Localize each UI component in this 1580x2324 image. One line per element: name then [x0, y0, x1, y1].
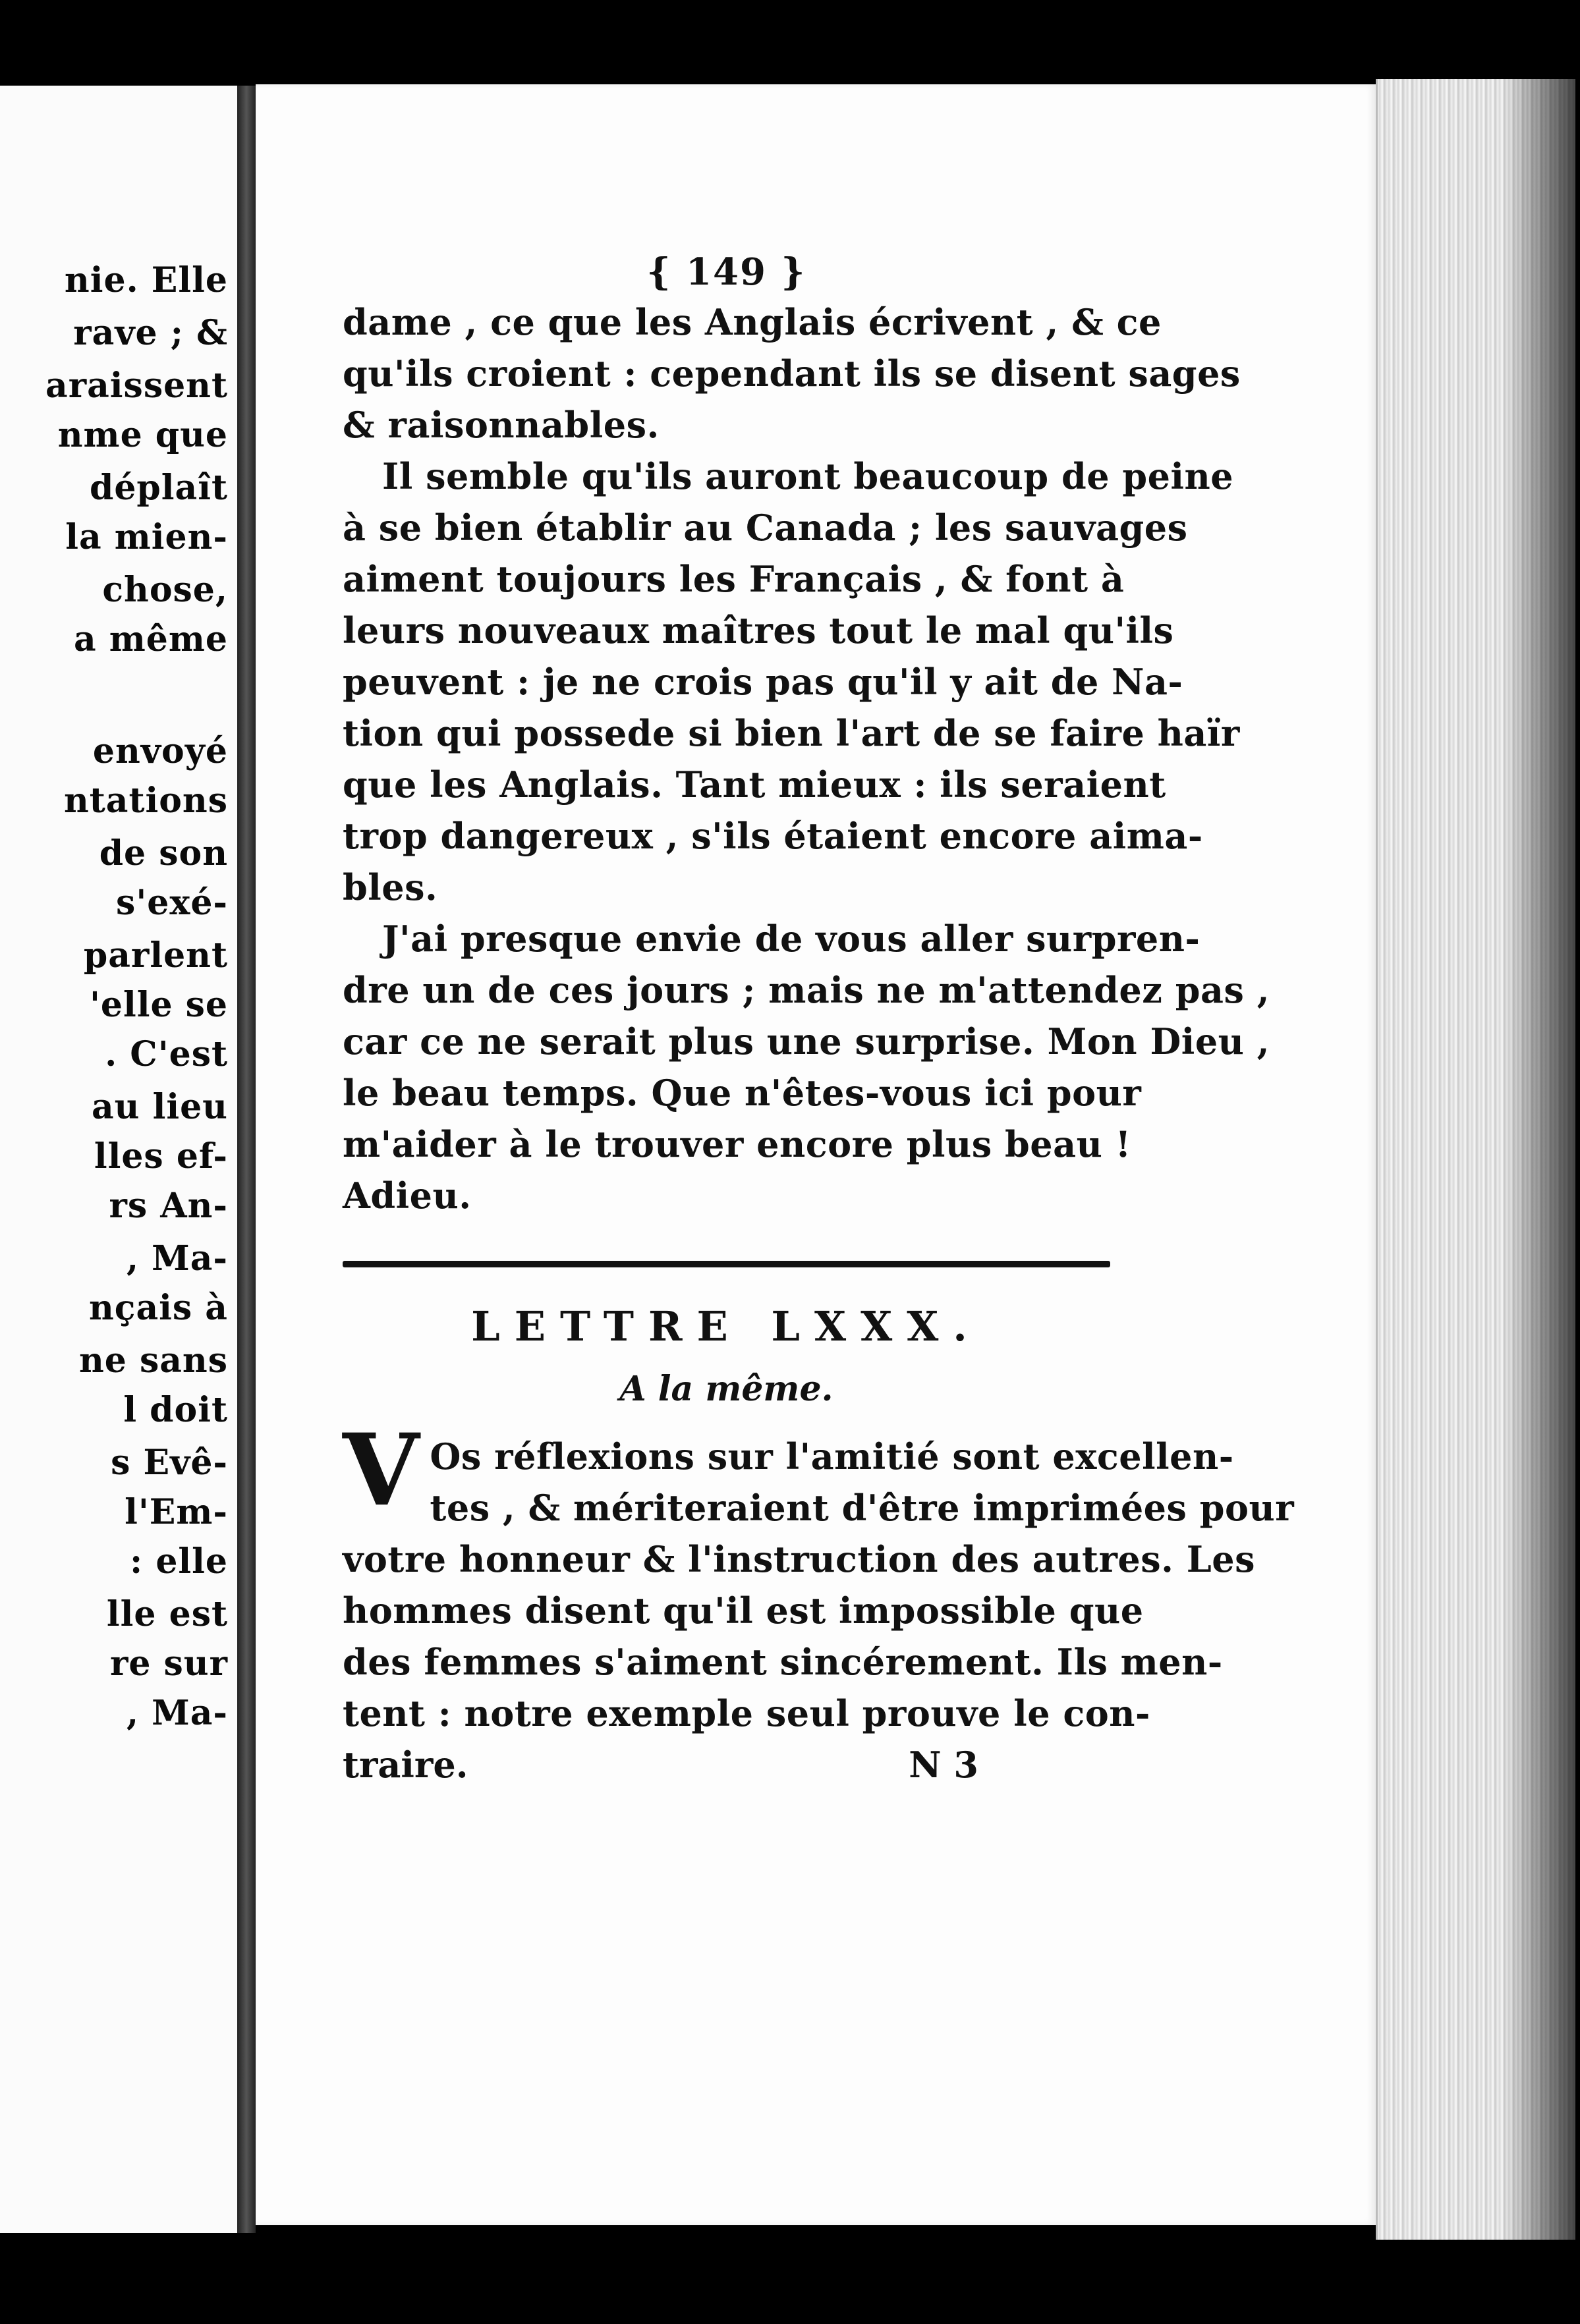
- text-line: Il semble qu'ils auront beaucoup de peine: [382, 455, 1234, 497]
- page-text: [343, 250, 1295, 1790]
- letter-body: [343, 1412, 1295, 1790]
- text-line: tent : notre exemple seul prouve le con-: [343, 1692, 1150, 1734]
- text-line: le beau temps. Que n'êtes-vous ici pour: [343, 1072, 1142, 1114]
- text-line: Os réflexions sur l'amitié sont excellen-: [430, 1435, 1234, 1478]
- left-page-line: parlent: [83, 935, 228, 976]
- left-page-line: nie. Elle: [64, 260, 228, 300]
- left-page-line: , Ma-: [126, 1238, 228, 1279]
- text-line: qu'ils croient : cependant ils se disent sages: [343, 352, 1241, 395]
- left-page-line: rave ; &: [73, 313, 228, 353]
- left-page-line: s Evê-: [111, 1443, 228, 1483]
- left-page-line: . C'est: [105, 1034, 228, 1074]
- page-edges-shadow: [1502, 79, 1580, 2240]
- text-line: que les Anglais. Tant mieux : ils seraient: [343, 763, 1166, 806]
- drop-cap: V: [343, 1412, 420, 1528]
- left-page-line: la mien-: [65, 517, 228, 557]
- text-line: J'ai presque envie de vous aller surpren-: [382, 918, 1200, 960]
- paragraph-1: [343, 296, 1241, 451]
- page-number-header: { 149 }: [646, 250, 806, 294]
- text-line: hommes disent qu'il est impossible que: [343, 1590, 1144, 1632]
- left-page-line: l'Em-: [125, 1492, 228, 1532]
- book-gutter: [237, 86, 256, 2233]
- paragraph-3: [343, 913, 1270, 1221]
- left-page-line: déplaît: [89, 468, 228, 508]
- left-page-line: au lieu: [91, 1087, 228, 1127]
- text-line: Adieu.: [343, 1175, 472, 1217]
- left-page-line: re sur: [109, 1644, 228, 1684]
- text-line: trop dangereux , s'ils étaient encore aima-: [343, 815, 1203, 857]
- text-line: tion qui possede si bien l'art de se faire haïr: [343, 712, 1240, 754]
- signature-mark: N 3: [909, 1744, 978, 1786]
- text-line: votre honneur & l'instruction des autres. Les: [343, 1538, 1255, 1580]
- section-rule: [343, 1261, 1110, 1267]
- left-page-line: : elle: [130, 1541, 228, 1582]
- left-page-line: nçais à: [89, 1288, 228, 1328]
- text-line: car ce ne serait plus une surprise. Mon Dieu ,: [343, 1020, 1270, 1063]
- text-line: & raisonnables.: [343, 404, 660, 446]
- text-line: tes , & mériteraient d'être imprimées pour: [430, 1487, 1295, 1529]
- paragraph-2: [343, 451, 1240, 913]
- text-line: aiment toujours les Français , & font à: [343, 558, 1125, 600]
- text-line: des femmes s'aiment sincérement. Ils men-: [343, 1641, 1223, 1683]
- text-line: traire.: [343, 1744, 468, 1786]
- text-line: bles.: [343, 866, 438, 908]
- text-line: dame , ce que les Anglais écrivent , & ce: [343, 301, 1162, 343]
- left-page-line: lle est: [106, 1594, 228, 1634]
- text-line: à se bien établir au Canada ; les sauvages: [343, 507, 1188, 549]
- left-page-line: rs An-: [109, 1186, 228, 1226]
- left-page-line: 'elle se: [89, 985, 228, 1025]
- left-page-line: , Ma-: [126, 1693, 228, 1733]
- text-line: peuvent : je ne crois pas qu'il y ait de Na-: [343, 661, 1183, 703]
- left-page-fragment: [0, 86, 240, 2233]
- left-page-line: chose,: [102, 570, 228, 610]
- letter-title: LETTRE LXXX.: [471, 1302, 982, 1350]
- text-line: dre un de ces jours ; mais ne m'attendez pas ,: [343, 969, 1270, 1011]
- left-page-line: nme que: [57, 415, 228, 455]
- last-line-row: [343, 1739, 1110, 1790]
- left-page-line: ne sans: [78, 1341, 228, 1381]
- left-page-line: de son: [99, 833, 228, 873]
- letter-subtitle: A la même.: [619, 1369, 833, 1409]
- left-page-line: araissent: [45, 366, 228, 406]
- left-page-line: s'exé-: [116, 883, 228, 923]
- left-page-line: l doit: [123, 1390, 228, 1430]
- left-page-line: a même: [73, 619, 228, 659]
- text-line: m'aider à le trouver encore plus beau !: [343, 1123, 1131, 1165]
- left-page-line: ntations: [63, 781, 228, 821]
- text-line: leurs nouveaux maîtres tout le mal qu'ils: [343, 609, 1174, 651]
- left-page-line: lles ef-: [94, 1136, 228, 1176]
- left-page-line: envoyé: [92, 731, 228, 771]
